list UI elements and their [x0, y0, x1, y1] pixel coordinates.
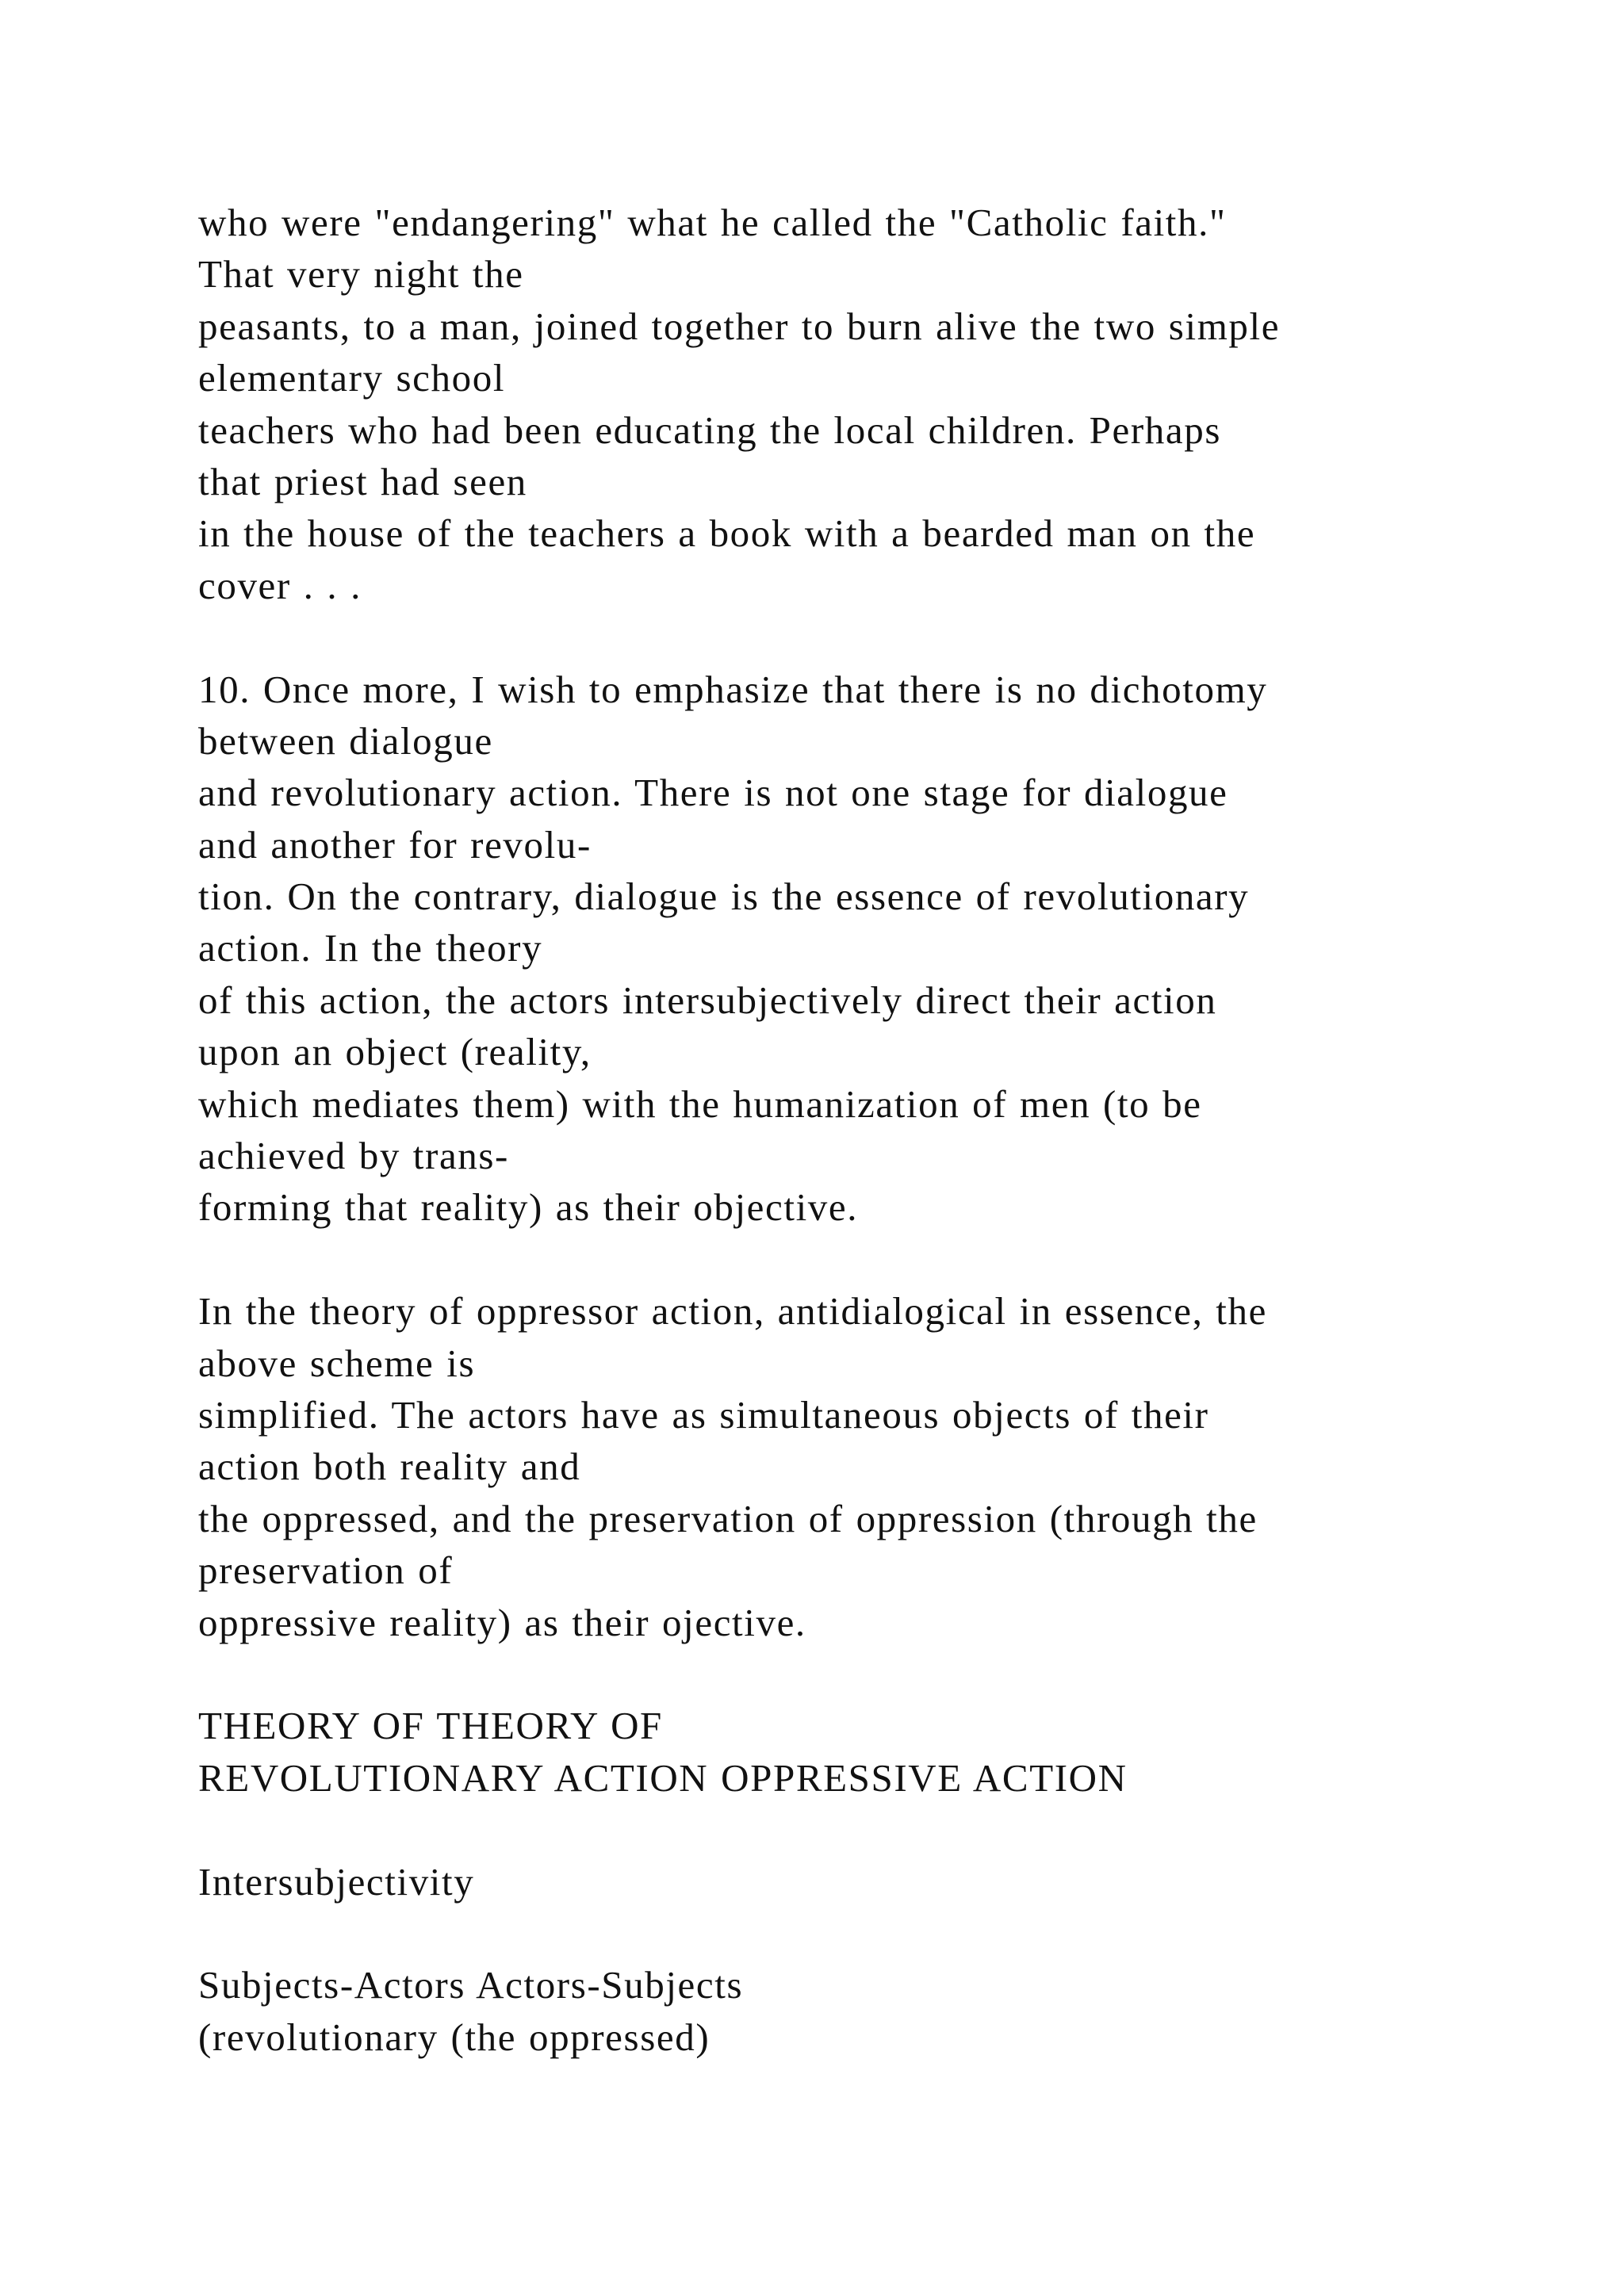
paragraph-gap	[198, 1648, 1546, 1700]
text-line: oppressive reality) as their ojective.	[198, 1600, 806, 1644]
text-line: elementary school	[198, 356, 506, 400]
paragraph-gap	[198, 1804, 1546, 1855]
theory-heading	[198, 1700, 1546, 1804]
text-line: the oppressed, and the preservation of oppression (through the	[198, 1496, 1258, 1540]
text-line: action both reality and	[198, 1445, 581, 1489]
text-line: peasants, to a man, joined together to burn alive the two simple	[198, 304, 1281, 348]
paragraph-gap	[198, 611, 1546, 663]
heading-line: THEORY OF THEORY OF	[198, 1704, 663, 1748]
text-line: and another for revolu-	[198, 822, 592, 867]
paragraph-1	[198, 197, 1546, 611]
text-line: forming that reality) as their objective.	[198, 1185, 859, 1230]
text-line: cover . . .	[198, 563, 362, 607]
text-line: action. In the theory	[198, 926, 543, 970]
text-line: simplified. The actors have as simultaneous objects of their	[198, 1392, 1209, 1437]
text-line: and revolutionary action. There is not one stage for dialogue	[198, 771, 1228, 815]
document-body	[198, 197, 1546, 2063]
text-line: which mediates them) with the humanization of men (to be	[198, 1081, 1202, 1126]
text-line: teachers who had been educating the local children. Perhaps	[198, 408, 1222, 452]
intersubjectivity-label-block	[198, 1856, 1546, 1908]
text-line: upon an object (reality,	[198, 1030, 592, 1074]
text-line: preservation of	[198, 1548, 454, 1593]
text-line: Subjects-Actors Actors-Subjects	[198, 1963, 744, 2007]
text-line: above scheme is	[198, 1341, 476, 1385]
text-line: tion. On the contrary, dialogue is the essence of revolutionary	[198, 874, 1250, 919]
subjects-actors-block	[198, 1959, 1546, 2063]
text-line: in the house of the teachers a book with a bearded man on the	[198, 511, 1256, 556]
text-line: achieved by trans-	[198, 1134, 509, 1178]
text-line: of this action, the actors intersubjectively direct their action	[198, 978, 1217, 1022]
heading-line: REVOLUTIONARY ACTION OPPRESSIVE ACTION	[198, 1755, 1128, 1800]
text-line: (revolutionary (the oppressed)	[198, 2015, 710, 2059]
paragraph-3	[198, 1285, 1546, 1648]
intersubjectivity-label: Intersubjectivity	[198, 1859, 475, 1904]
text-line: 10. Once more, I wish to emphasize that there is no dichotomy	[198, 667, 1268, 711]
paragraph-gap	[198, 1234, 1546, 1285]
paragraph-gap	[198, 1908, 1546, 1959]
paragraph-2	[198, 664, 1546, 1234]
text-line: between dialogue	[198, 718, 493, 763]
text-line: that priest had seen	[198, 459, 527, 503]
text-line: who were "endangering" what he called the "Catholic faith."	[198, 201, 1227, 244]
text-line: In the theory of oppressor action, antidialogical in essence, the	[198, 1289, 1267, 1334]
text-line: That very night the	[198, 252, 524, 297]
